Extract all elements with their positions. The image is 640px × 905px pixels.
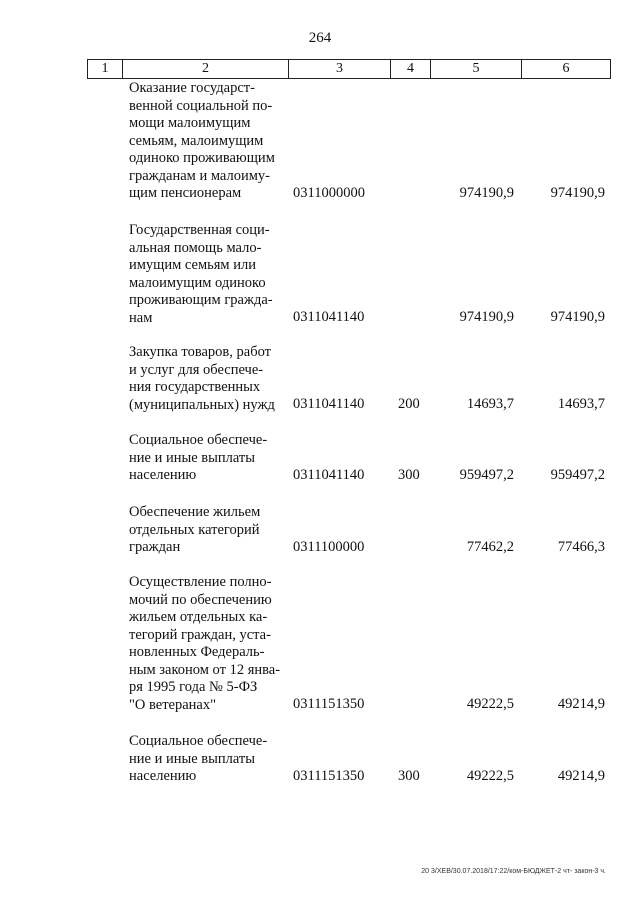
row-value-col5: 974190,9	[459, 185, 514, 201]
page-number: 264	[308, 30, 332, 46]
row-value-col6: 974190,9	[550, 185, 605, 201]
row-value-col5: 77462,2	[466, 539, 514, 555]
row-value-col6: 974190,9	[550, 309, 605, 325]
row-expense-type: 300	[398, 768, 420, 784]
row-description: Обеспечение жильем отдельных категорий граждан	[129, 504, 261, 555]
row-value-col5: 974190,9	[459, 309, 514, 325]
row-code: 0311041140	[293, 467, 365, 483]
row-description: Государственная соци- альная помощь мало- имущим семьям или малоимущим одиноко проживающим гражда- нам	[129, 222, 273, 326]
row-value-col5: 14693,7	[466, 396, 514, 412]
row-expense-type: 200	[398, 396, 420, 412]
row-value-col6: 77466,3	[557, 539, 605, 555]
column-number-header	[87, 59, 611, 79]
header-col-5: 5	[431, 60, 522, 79]
header-col-1: 1	[88, 60, 123, 79]
header-col-4: 4	[391, 60, 431, 79]
header-col-2: 2	[123, 60, 289, 79]
row-value-col6: 959497,2	[550, 467, 605, 483]
row-value-col6: 14693,7	[557, 396, 605, 412]
header-col-6: 6	[522, 60, 611, 79]
row-description: Социальное обеспече- ние и иные выплаты населению	[129, 733, 268, 784]
row-value-col6: 49214,9	[557, 696, 605, 712]
row-code: 0311000000	[293, 185, 365, 201]
row-description: Оказание государст- венной социальной по- мощи малоимущим семьям, малоимущим одиноко проживающим гражданам и малоиму- щим пенсионерам	[129, 80, 275, 201]
row-value-col5: 959497,2	[459, 467, 514, 483]
row-code: 0311041140	[293, 396, 365, 412]
header-col-3: 3	[289, 60, 391, 79]
row-code: 0311100000	[293, 539, 365, 555]
row-description: Осуществление полно- мочий по обеспечению жильем отдельных ка- тегорий граждан, уста- новленных Федераль- ным законом от 12 янва- ря 1995 года № 5-ФЗ "О ветеранах"	[129, 574, 281, 713]
row-code: 0311151350	[293, 768, 365, 784]
document-footer-stamp: 20 3/ХЕВ/30.07.2018/17:22/ком-БЮДЖЕТ-2 чт- закон-3 ч.	[421, 868, 606, 875]
row-value-col6: 49214,9	[557, 768, 605, 784]
row-description: Закупка товаров, работ и услуг для обеспече- ния государственных (муниципальных) нужд	[129, 344, 275, 413]
row-value-col5: 49222,5	[466, 696, 514, 712]
row-code: 0311041140	[293, 309, 365, 325]
row-description: Социальное обеспече- ние и иные выплаты населению	[129, 432, 268, 483]
row-code: 0311151350	[293, 696, 365, 712]
row-value-col5: 49222,5	[466, 768, 514, 784]
row-expense-type: 300	[398, 467, 420, 483]
